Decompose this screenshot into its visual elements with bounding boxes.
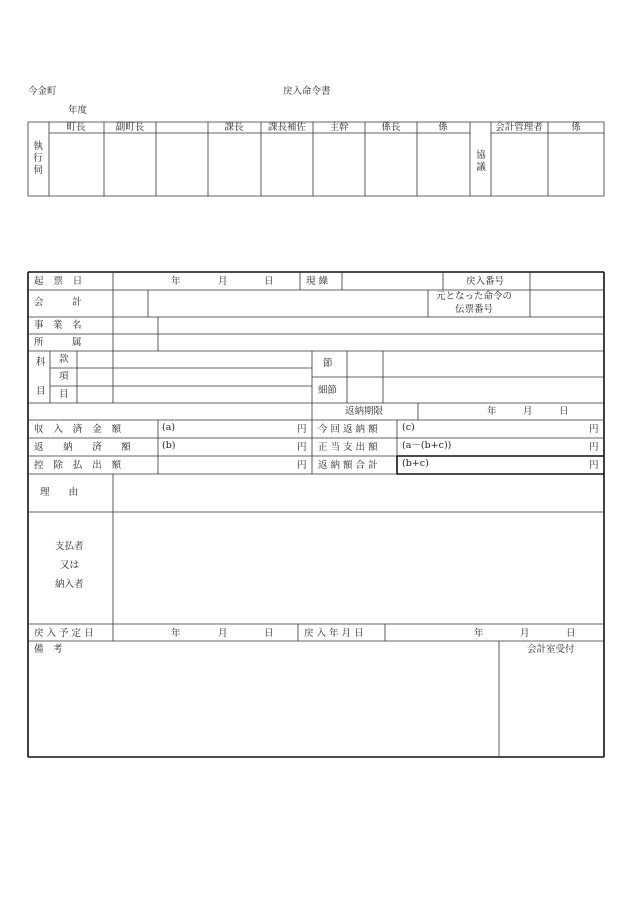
proper-expenditure-label: 正 当 支 出 額 [318, 442, 378, 453]
accounting-office-receipt-label: 会計室受付 [527, 644, 575, 655]
account-label: 会 計 [34, 297, 82, 308]
subject-setsu-label: 節 [323, 358, 333, 369]
current-transfer-label: 現 繰 [306, 276, 329, 287]
mark-a: (a) [162, 422, 176, 433]
approval-col-accounting-manager: 会計管理者 [495, 122, 543, 133]
planned-refund-date-label: 戻 入 予 定 日 [34, 628, 94, 639]
approval-col-staff: 係 [438, 122, 448, 133]
document-title: 戻入命令書 [283, 86, 331, 97]
subject-saisetsu-label: 細節 [318, 385, 338, 396]
payer-label-line3: 納入者 [55, 579, 84, 590]
execution-request-label: 執行伺 [33, 141, 43, 176]
refund-date-day: 日 [566, 628, 576, 639]
fiscal-year-label: 年度 [68, 105, 88, 116]
subject-label-moku: 目 [36, 386, 46, 397]
return-deadline-month: 月 [523, 406, 533, 417]
draft-date-year: 年 [171, 276, 181, 287]
mark-b: (b) [162, 440, 176, 451]
subject-moku-label: 目 [59, 389, 69, 400]
received-amount-label: 収 入 済 金 額 [34, 424, 122, 435]
refund-date-month: 月 [520, 628, 530, 639]
approval-col-section-chief: 課長 [224, 122, 244, 133]
return-total-yen: 円 [589, 460, 599, 471]
returned-amount-label: 返 納 済 額 [34, 442, 132, 453]
reason-label: 理 由 [40, 487, 79, 498]
return-deadline-year: 年 [487, 406, 497, 417]
remarks-label: 備 考 [34, 644, 63, 655]
proper-expenditure-formula: (a－(b+c)) [402, 440, 452, 451]
approval-col-unit-chief: 係長 [381, 122, 401, 133]
return-total-label: 返 納 額 合 計 [318, 460, 378, 471]
refund-date-year: 年 [474, 628, 484, 639]
mark-c: (c) [402, 422, 415, 433]
refund-date-label: 戻 入 年 月 日 [304, 628, 364, 639]
project-name-label: 事 業 名 [34, 320, 82, 331]
payer-label-line2: 又は [60, 560, 80, 571]
current-return-yen: 円 [589, 424, 599, 435]
approval-col-deputy-mayor: 副町長 [115, 122, 145, 133]
approval-col-mayor: 町長 [66, 122, 86, 133]
planned-refund-year: 年 [171, 628, 181, 639]
received-amount-yen: 円 [297, 424, 307, 435]
return-total-formula: (b+c) [402, 458, 429, 469]
town-name: 今金町 [28, 86, 57, 97]
approval-col-director: 主幹 [329, 122, 349, 133]
department-label: 所 属 [34, 337, 82, 348]
deduction-payout-yen: 円 [297, 460, 307, 471]
consultation-label: 協議 [476, 150, 486, 173]
approval-col-accounting-staff: 係 [571, 122, 581, 133]
draft-date-month: 月 [218, 276, 228, 287]
return-deadline-label: 返納期限 [345, 406, 384, 417]
subject-kan-label: 款 [59, 354, 69, 365]
payer-label-line1: 支払者 [55, 541, 84, 552]
approval-col-assistant-chief: 課長補佐 [267, 122, 307, 133]
planned-refund-month: 月 [218, 628, 228, 639]
deduction-payout-label: 控 除 払 出 額 [34, 460, 122, 471]
refund-number-label: 戻入番号 [466, 276, 505, 287]
original-voucher-label-line1: 元となった命令の [436, 291, 513, 302]
original-voucher-label-line2: 伝票番号 [455, 304, 494, 315]
returned-amount-yen: 円 [297, 442, 307, 453]
draft-date-label: 起 票 日 [34, 276, 83, 287]
planned-refund-day: 日 [264, 628, 274, 639]
return-deadline-day: 日 [559, 406, 569, 417]
subject-kou-label: 項 [59, 371, 69, 382]
current-return-amount-label: 今 回 返 納 額 [318, 424, 378, 435]
proper-expenditure-yen: 円 [589, 442, 599, 453]
subject-label-ka: 科 [36, 357, 46, 368]
draft-date-day: 日 [264, 276, 274, 287]
